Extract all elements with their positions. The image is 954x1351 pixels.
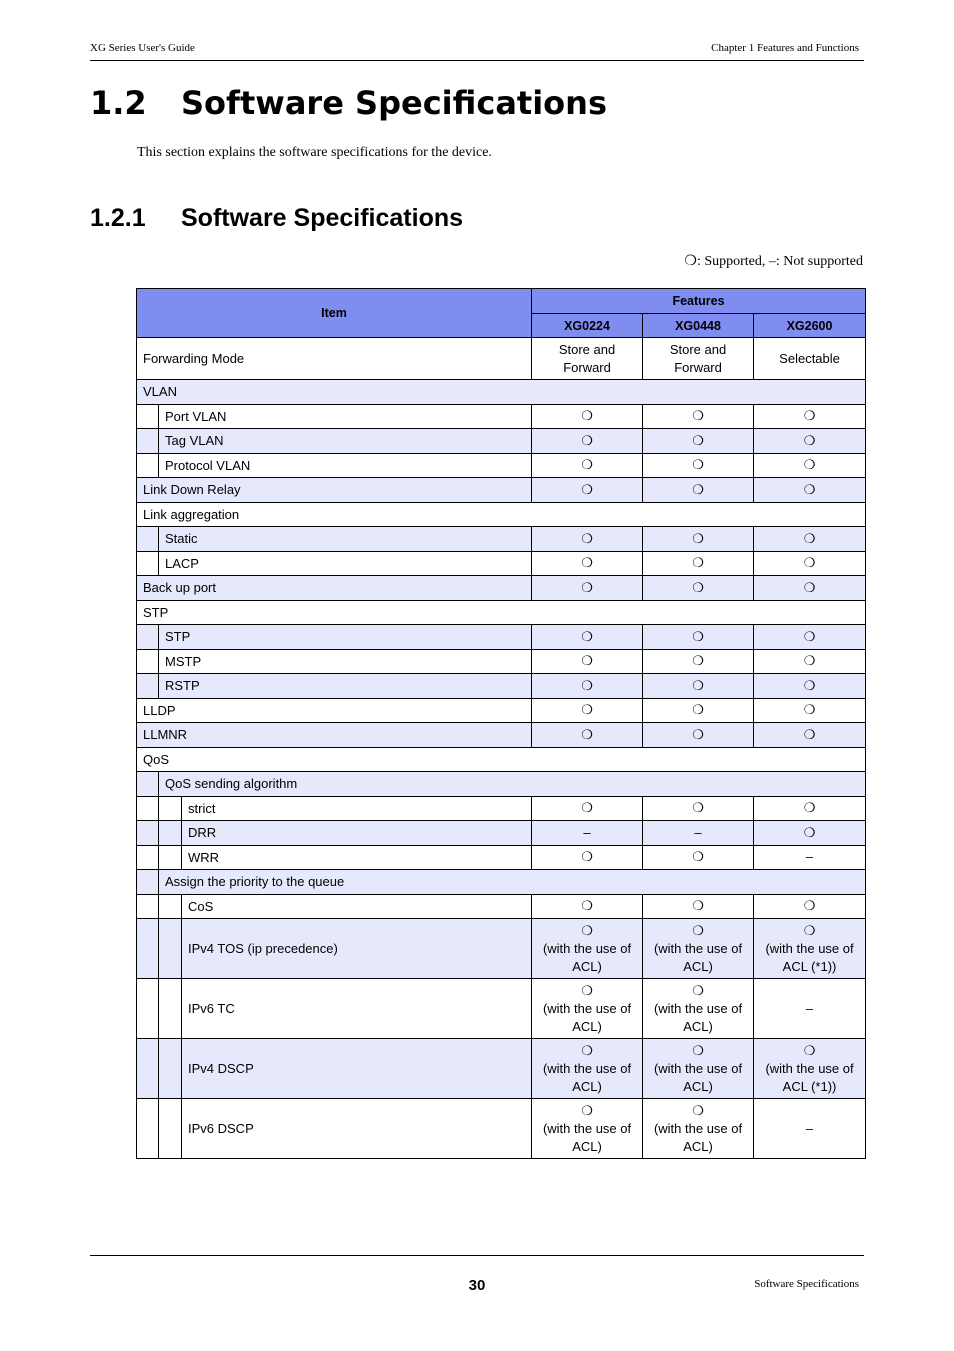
model-header: XG2600 <box>754 314 866 338</box>
item-label: VLAN <box>137 380 866 405</box>
table-group-row <box>137 772 866 797</box>
item-label: Assign the priority to the queue <box>159 870 866 895</box>
item-label: LLMNR <box>137 723 532 748</box>
support-value-cell: ❍ (with the use of ACL) <box>643 1099 754 1159</box>
support-value-cell: ❍ <box>532 674 643 699</box>
support-value-cell: ❍ <box>754 649 866 674</box>
table-row <box>137 404 866 429</box>
support-value-cell: – <box>643 821 754 846</box>
table-body <box>137 338 866 1159</box>
table-row <box>137 698 866 723</box>
support-value-cell: ❍ <box>532 478 643 503</box>
item-label: RSTP <box>159 674 532 699</box>
item-label: strict <box>182 796 532 821</box>
support-value-cell: ❍ <box>643 723 754 748</box>
support-value-cell: ❍ <box>643 698 754 723</box>
support-legend: ❍: Supported, –: Not supported <box>684 254 863 269</box>
support-value-cell: ❍ (with the use of ACL) <box>643 1039 754 1099</box>
table-row <box>137 1099 866 1159</box>
support-value-cell: ❍ (with the use of ACL (*1)) <box>754 919 866 979</box>
support-value-cell: ❍ <box>532 453 643 478</box>
support-value-cell: ❍ <box>532 527 643 552</box>
support-value-cell: ❍ <box>754 404 866 429</box>
running-footer-right: Software Specifications <box>754 1278 859 1290</box>
table-group-row <box>137 380 866 405</box>
indent-cell <box>137 1039 159 1099</box>
support-value-cell: ❍ <box>532 894 643 919</box>
indent-cell <box>159 894 182 919</box>
support-value-cell: ❍ (with the use of ACL) <box>532 1039 643 1099</box>
support-value-cell: ❍ <box>532 429 643 454</box>
indent-cell <box>137 894 159 919</box>
item-header: Item <box>137 289 532 338</box>
section-title: Software Specifications <box>181 84 607 122</box>
support-value-cell: ❍ <box>532 723 643 748</box>
item-label: Port VLAN <box>159 404 532 429</box>
support-value-cell: ❍ <box>754 674 866 699</box>
header-divider <box>90 60 864 61</box>
indent-cell <box>159 1039 182 1099</box>
page-number: 30 <box>468 1277 486 1294</box>
indent-cell <box>137 625 159 650</box>
model-header: XG0448 <box>643 314 754 338</box>
table-group-row <box>137 870 866 895</box>
support-value-cell: ❍ <box>643 894 754 919</box>
indent-cell <box>137 551 159 576</box>
support-value-cell: Selectable <box>754 338 866 380</box>
support-value-cell: ❍ <box>643 796 754 821</box>
table-row <box>137 478 866 503</box>
indent-cell <box>137 527 159 552</box>
support-value-cell: ❍ <box>643 551 754 576</box>
table-row <box>137 919 866 979</box>
table-group-row <box>137 600 866 625</box>
support-value-cell: ❍ <box>643 429 754 454</box>
indent-cell <box>159 796 182 821</box>
table-row <box>137 338 866 380</box>
support-value-cell: – <box>754 845 866 870</box>
support-value-cell: ❍ <box>643 845 754 870</box>
item-label: QoS sending algorithm <box>159 772 866 797</box>
section-number: 1.2 <box>90 84 147 122</box>
support-value-cell: ❍ <box>754 821 866 846</box>
table-row <box>137 979 866 1039</box>
item-label: CoS <box>182 894 532 919</box>
item-label: STP <box>137 600 866 625</box>
section-intro: This section explains the software specifications for the device. <box>137 145 492 160</box>
support-value-cell: ❍ <box>532 796 643 821</box>
support-value-cell: ❍ <box>643 527 754 552</box>
support-value-cell: ❍ <box>754 698 866 723</box>
support-value-cell: ❍ (with the use of ACL) <box>643 979 754 1039</box>
item-label: DRR <box>182 821 532 846</box>
indent-cell <box>137 674 159 699</box>
running-header-right: Chapter 1 Features and Functions <box>711 42 859 54</box>
software-spec-table <box>136 288 866 1159</box>
subsection-number: 1.2.1 <box>90 204 146 232</box>
subsection-heading <box>90 204 463 233</box>
item-label: WRR <box>182 845 532 870</box>
support-value-cell: ❍ <box>643 404 754 429</box>
item-label: STP <box>159 625 532 650</box>
indent-cell <box>137 453 159 478</box>
item-label: Forwarding Mode <box>137 338 532 380</box>
features-header: Features <box>532 289 866 314</box>
support-value-cell: ❍ <box>643 674 754 699</box>
support-value-cell: Store and Forward <box>643 338 754 380</box>
support-value-cell: ❍ (with the use of ACL (*1)) <box>754 1039 866 1099</box>
indent-cell <box>159 1099 182 1159</box>
table-row <box>137 576 866 601</box>
support-value-cell: ❍ <box>754 796 866 821</box>
indent-cell <box>137 1099 159 1159</box>
support-value-cell: ❍ <box>643 576 754 601</box>
item-label: MSTP <box>159 649 532 674</box>
item-label: QoS <box>137 747 866 772</box>
table-row <box>137 796 866 821</box>
support-value-cell: ❍ (with the use of ACL) <box>643 919 754 979</box>
table-row <box>137 821 866 846</box>
support-value-cell: ❍ <box>532 551 643 576</box>
indent-cell <box>159 821 182 846</box>
subsection-title: Software Specifications <box>181 204 464 232</box>
support-value-cell: ❍ <box>754 453 866 478</box>
table-row <box>137 649 866 674</box>
running-header-left: XG Series User's Guide <box>90 42 195 54</box>
support-value-cell: ❍ <box>643 478 754 503</box>
indent-cell <box>137 429 159 454</box>
table-row <box>137 551 866 576</box>
indent-cell <box>137 870 159 895</box>
support-value-cell: ❍ <box>532 698 643 723</box>
support-value-cell: – <box>532 821 643 846</box>
support-value-cell: – <box>754 1099 866 1159</box>
indent-cell <box>159 979 182 1039</box>
table-row <box>137 894 866 919</box>
support-value-cell: ❍ <box>754 894 866 919</box>
support-value-cell: ❍ <box>532 625 643 650</box>
support-value-cell: ❍ (with the use of ACL) <box>532 1099 643 1159</box>
table-row <box>137 527 866 552</box>
item-label: Link Down Relay <box>137 478 532 503</box>
item-label: IPv6 DSCP <box>182 1099 532 1159</box>
indent-cell <box>137 772 159 797</box>
support-value-cell: ❍ <box>532 845 643 870</box>
item-label: IPv4 TOS (ip precedence) <box>182 919 532 979</box>
indent-cell <box>159 919 182 979</box>
indent-cell <box>137 919 159 979</box>
support-value-cell: ❍ <box>532 576 643 601</box>
table-row <box>137 625 866 650</box>
item-label: Static <box>159 527 532 552</box>
table-row <box>137 453 866 478</box>
indent-cell <box>137 979 159 1039</box>
support-value-cell: ❍ <box>643 625 754 650</box>
support-value-cell: ❍ <box>643 453 754 478</box>
support-value-cell: ❍ <box>754 551 866 576</box>
indent-cell <box>159 845 182 870</box>
indent-cell <box>137 649 159 674</box>
item-label: IPv4 DSCP <box>182 1039 532 1099</box>
support-value-cell: ❍ <box>532 649 643 674</box>
support-value-cell: ❍ (with the use of ACL) <box>532 919 643 979</box>
table-row <box>137 1039 866 1099</box>
item-label: Link aggregation <box>137 502 866 527</box>
table-row <box>137 429 866 454</box>
item-label: Tag VLAN <box>159 429 532 454</box>
table-row <box>137 674 866 699</box>
support-value-cell: ❍ <box>754 576 866 601</box>
support-value-cell: – <box>754 979 866 1039</box>
footer-divider <box>90 1255 864 1256</box>
support-value-cell: ❍ <box>754 723 866 748</box>
indent-cell <box>137 845 159 870</box>
support-value-cell: ❍ <box>754 527 866 552</box>
table-row <box>137 723 866 748</box>
support-value-cell: ❍ <box>754 625 866 650</box>
item-label: Protocol VLAN <box>159 453 532 478</box>
table-row <box>137 845 866 870</box>
item-label: IPv6 TC <box>182 979 532 1039</box>
support-value-cell: ❍ (with the use of ACL) <box>532 979 643 1039</box>
support-value-cell: ❍ <box>532 404 643 429</box>
support-value-cell: ❍ <box>643 649 754 674</box>
item-label: Back up port <box>137 576 532 601</box>
table-group-row <box>137 502 866 527</box>
support-value-cell: Store and Forward <box>532 338 643 380</box>
support-value-cell: ❍ <box>754 429 866 454</box>
item-label: LLDP <box>137 698 532 723</box>
item-label: LACP <box>159 551 532 576</box>
table-group-row <box>137 747 866 772</box>
indent-cell <box>137 796 159 821</box>
support-value-cell: ❍ <box>754 478 866 503</box>
model-header: XG0224 <box>532 314 643 338</box>
section-heading <box>90 84 607 122</box>
indent-cell <box>137 821 159 846</box>
indent-cell <box>137 404 159 429</box>
